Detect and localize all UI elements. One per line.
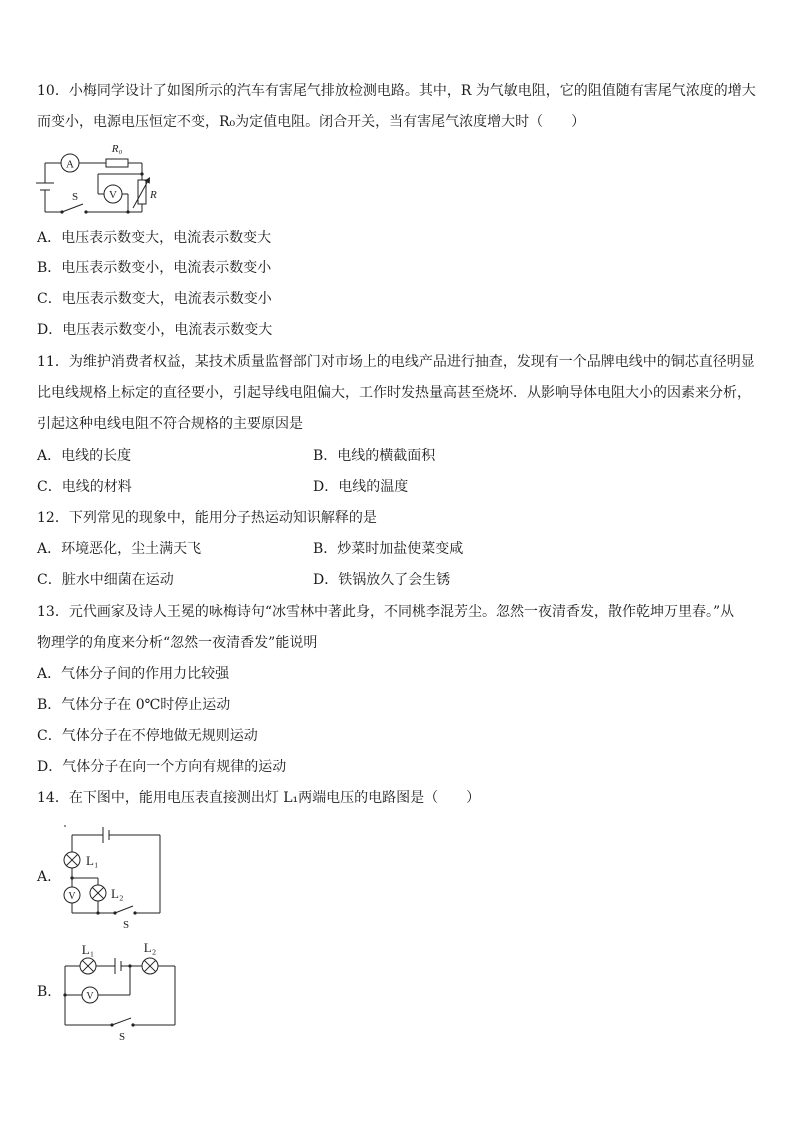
switch-contact <box>60 210 63 213</box>
q11-stem-line-1: 11．为维护消费者权益，某技术质量监督部门对市场上的电线产品进行抽查，发现有一个品牌电线中的铜芯直径明显 <box>37 354 755 370</box>
junction-dot <box>128 964 131 967</box>
q13-option-d[interactable]: D．气体分子在向一个方向有规律的运动 <box>37 759 287 775</box>
q11-option-b[interactable]: B．电线的横截面积 <box>313 448 436 464</box>
r0-label: R₀ <box>111 143 123 155</box>
q11-option-d[interactable]: D．电线的温度 <box>313 479 409 495</box>
ammeter-label: A <box>66 158 74 171</box>
stray-dot <box>64 825 66 827</box>
q14-option-a-letter[interactable]: A. <box>37 869 52 885</box>
switch-contact <box>133 911 136 914</box>
q10-stem-line-1: 10．小梅同学设计了如图所示的汽车有害尾气排放检测电路。其中，R 为气敏电阻，它的阻值随有害尾气浓度的增大 <box>37 83 756 99</box>
q14-stem-line-1: 14．在下图中，能用电压表直接测出灯 L₁两端电压的电路图是（ ） <box>37 790 481 806</box>
l1-label: L₁ <box>86 853 99 868</box>
q11-option-c[interactable]: C．电线的材料 <box>37 479 132 495</box>
switch-contact <box>113 911 116 914</box>
voltmeter-label: V <box>109 189 117 201</box>
q13-stem-line-2: 物理学的角度来分析“忽然一夜清香发”能说明 <box>37 635 318 651</box>
q14-circuit-a[interactable] <box>55 818 175 933</box>
switch-label: S <box>119 1031 126 1043</box>
switch-label: S <box>72 191 79 203</box>
q10-option-d[interactable]: D．电压表示数变小，电流表示数变大 <box>37 322 273 338</box>
q12-option-d[interactable]: D．铁锅放久了会生锈 <box>313 572 451 588</box>
l2-label: L₂ <box>143 940 157 955</box>
q14-option-b-letter[interactable]: B. <box>37 984 52 1000</box>
switch-contact <box>110 1023 113 1026</box>
q10-option-a[interactable]: A．电压表示数变大，电流表示数变大 <box>37 230 272 246</box>
junction-dot <box>70 876 73 879</box>
switch-lever <box>115 906 133 913</box>
switch-label: S <box>123 919 130 931</box>
q10-stem-line-2: 而变小，电源电压恒定不变，R₀为定值电阻。闭合开关，当有害尾气浓度增大时（ ） <box>37 114 586 130</box>
q11-stem-line-2: 比电线规格上标定的直径要小，引起导线电阻偏大，工作时发热量高甚至烧坏．从影响导体电阻大小的因素来分析， <box>37 385 751 401</box>
q10-option-b[interactable]: B．电压表示数变小，电流表示数变小 <box>37 260 272 276</box>
voltmeter-label: V <box>68 891 76 902</box>
switch-lever <box>62 204 83 212</box>
switch-lever <box>112 1018 131 1025</box>
switch-contact <box>84 210 87 213</box>
junction-dot <box>63 993 66 996</box>
q12-option-c[interactable]: C．脏水中细菌在运动 <box>37 572 174 588</box>
r-label: R <box>150 189 157 201</box>
q14-circuit-b[interactable] <box>55 935 185 1045</box>
q10-circuit-diagram <box>30 138 170 223</box>
q12-option-a[interactable]: A．环境恶化，尘土满天飞 <box>37 541 202 557</box>
q13-option-b[interactable]: B．气体分子在 0℃时停止运动 <box>37 697 231 713</box>
junction-dot <box>140 172 143 175</box>
q11-stem-line-3: 引起这种电线电阻不符合规格的主要原因是 <box>37 416 303 432</box>
junction-dot <box>96 911 99 914</box>
q11-option-a[interactable]: A．电线的长度 <box>37 448 132 464</box>
l2-label: L₂ <box>111 886 124 901</box>
l1-label: L₁ <box>81 942 95 957</box>
q12-stem-line-1: 12．下列常见的现象中，能用分子热运动知识解释的是 <box>37 510 377 526</box>
q10-option-c[interactable]: C．电压表示数变大，电流表示数变小 <box>37 291 272 307</box>
q13-option-c[interactable]: C．气体分子在不停地做无规则运动 <box>37 728 258 744</box>
q12-option-b[interactable]: B．炒菜时加盐使菜变咸 <box>313 541 464 557</box>
q13-option-a[interactable]: A．气体分子间的作用力比较强 <box>37 666 230 682</box>
resistor-r0 <box>106 159 128 167</box>
switch-contact <box>131 1023 134 1026</box>
voltmeter-label: V <box>86 991 94 1002</box>
q13-stem-line-1: 13．元代画家及诗人王冕的咏梅诗句“冰雪林中著此身，不同桃李混芳尘。忽然一夜清香发，散作乾坤万里春。”从 <box>37 604 735 620</box>
junction-dot <box>126 210 129 213</box>
